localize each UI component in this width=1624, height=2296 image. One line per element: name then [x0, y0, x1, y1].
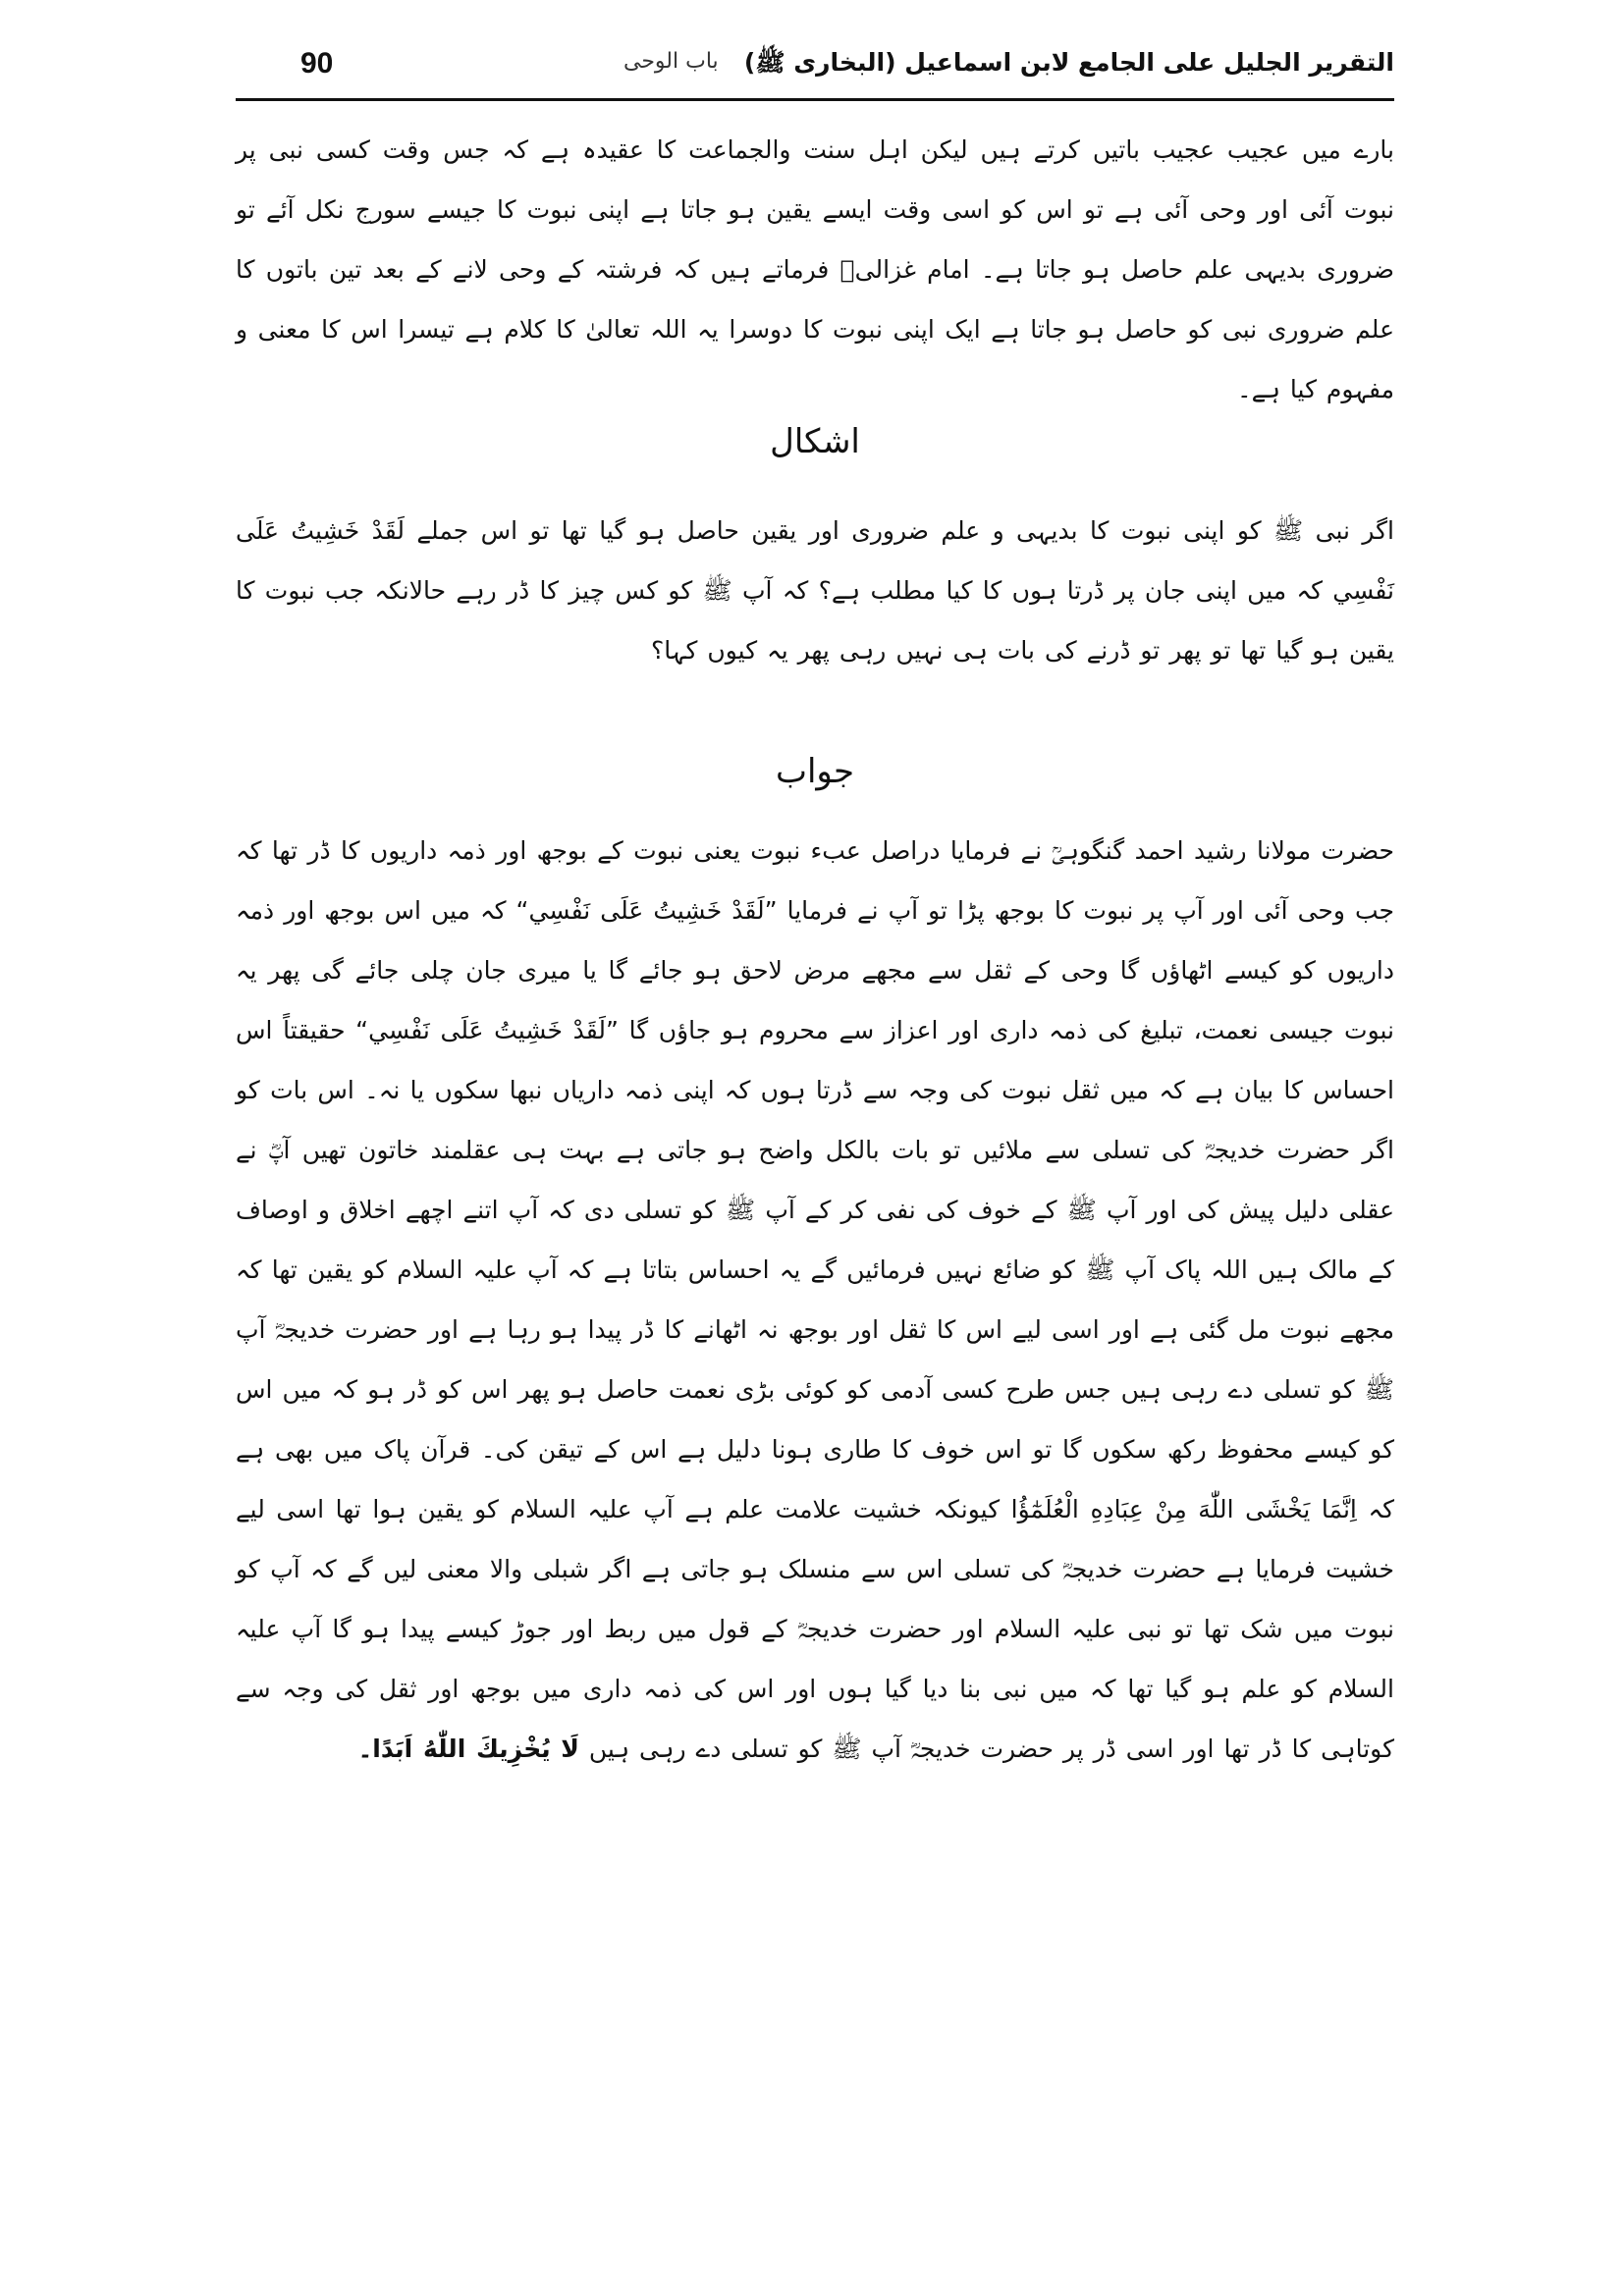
paragraph-objection: اگر نبی ﷺ کو اپنی نبوت کا بدیہی و علم ضروری اور یقین حاصل ہو گیا تھا تو اس جملے لَقَدْ خَشِيتُ عَلَى نَفْسِي کہ میں اپنی جان پر ڈرتا ہوں کا کیا مطلب ہے؟ کہ آپ ﷺ کو کس چیز کا ڈر رہے حالانکہ جب نبوت کا یقین ہو گیا تھا تو پھر تو ڈرنے کی بات ہی نہیں رہی پھر یہ کیوں کہا؟ — [236, 516, 1394, 665]
section-name: باب الوحی — [623, 49, 719, 74]
paragraph-answer — [236, 821, 1394, 1779]
paragraph-intro: بارے میں عجیب عجیب باتیں کرتے ہیں لیکن اہل سنت والجماعت کا عقیدہ ہے کہ جس وقت کسی نبی پر نبوت آئی اور وحی آئی ہے تو اس کو اسی وقت ایسے یقین ہو جاتا ہے اپنی نبوت کا جیسے سورج نکل آئے تو ضروری بدیہی علم حاصل ہو جاتا ہے۔ امام غزالیؒ فرماتے ہیں کہ فرشتہ کے وحی لانے کے بعد تین باتوں کا علم ضروری نبی کو حاصل ہو جاتا ہے ایک اپنی نبوت کا دوسرا یہ اللہ تعالیٰ کا کلام ہے تیسرا اس کا معنی و مفہوم کیا ہے۔ — [236, 135, 1394, 403]
paragraph-answer-text: حضرت مولانا رشید احمد گنگوہیؒ نے فرمایا دراصل عبء نبوت یعنی نبوت کے بوجھ اور ذمہ داریوں کا ڈر تھا کہ جب وحی آئی اور آپ پر نبوت کا بوجھ پڑا تو آپ نے فرمایا ”لَقَدْ خَشِيتُ عَلَى نَفْسِي“ کہ میں اس بوجھ اور ذمہ داریوں کو کیسے اٹھاؤں گا وحی کے ثقل سے مجھے مرض لاحق ہو جائے گا یا میری جان چلی جائے گی پھر یہ نبوت جیسی نعمت، تبلیغ کی ذمہ داری اور اعزاز سے محروم ہو جاؤں گا ”لَقَدْ خَشِيتُ عَلَى نَفْسِي“ حقیقتاً اس احساس کا بیان ہے کہ میں ثقل نبوت کی وجہ سے ڈرتا ہوں کہ اپنی ذمہ داریاں نبھا سکوں یا نہ۔ اس بات کو اگر حضرت خدیجہؓ کی تسلی سے ملائیں تو بات بالکل واضح ہو جاتی ہے بہت ہی عقلمند خاتون تھیں آپؓ نے عقلی دلیل پیش کی اور آپ ﷺ کے خوف کی نفی کر کے آپ ﷺ کو تسلی دی کہ آپ اتنے اچھے اخلاق و اوصاف کے مالک ہیں اللہ پاک آپ ﷺ کو ضائع نہیں فرمائیں گے یہ احساس بتاتا ہے کہ آپ علیہ السلام کو یقین تھا کہ مجھے نبوت مل گئی ہے اور اسی لیے اس کا ثقل اور بوجھ نہ اٹھانے کا ڈر پیدا ہو رہا ہے اور حضرت خدیجہؓ آپ ﷺ کو تسلی دے رہی ہیں جس طرح کسی آدمی کو کوئی بڑی نعمت حاصل ہو پھر اس کو ڈر ہو کہ میں اس کو کیسے محفوظ رکھ سکوں گا تو اس خوف کا طاری ہونا دلیل ہے اس کے تیقن کی۔ قرآن پاک میں بھی ہے کہ اِنَّمَا يَخْشَى اللّٰهَ مِنْ عِبَادِهِ الْعُلَمٰٓؤُا کیونکہ خشیت علامت علم ہے آپ علیہ السلام کو یقین ہوا تھا اسی لیے خشیت فرمایا ہے حضرت خدیجہؓ کی تسلی اس سے منسلک ہو جاتی ہے اگر شبلی والا معنی لیں گے کہ آپ کو نبوت میں شک تھا تو نبی علیہ السلام اور حضرت خدیجہؓ کے قول میں ربط اور جوڑ کیسے پیدا ہو گا آپ علیہ السلام کو علم ہو گیا تھا کہ میں نبی بنا دیا گیا ہوں اور اس کی ذمہ داری میں بوجھ اور ثقل کی وجہ سے کوتاہی کا ڈر تھا اور اسی ڈر پر حضرت خدیجہؓ آپ ﷺ کو تسلی دے رہی ہیں — [236, 836, 1394, 1763]
page-number: 90 — [300, 47, 334, 80]
paragraph-answer-closing-quote: لَا يُخْزِيكَ اللّٰهُ اَبَدًا۔ — [357, 1735, 579, 1763]
heading-objection: اشکال — [770, 422, 860, 461]
heading-answer: جواب — [775, 752, 855, 791]
running-header — [236, 41, 1394, 101]
book-title: التقریر الجلیل علی الجامع لابن اسماعیل (البخاری ﷺ) — [743, 48, 1394, 77]
